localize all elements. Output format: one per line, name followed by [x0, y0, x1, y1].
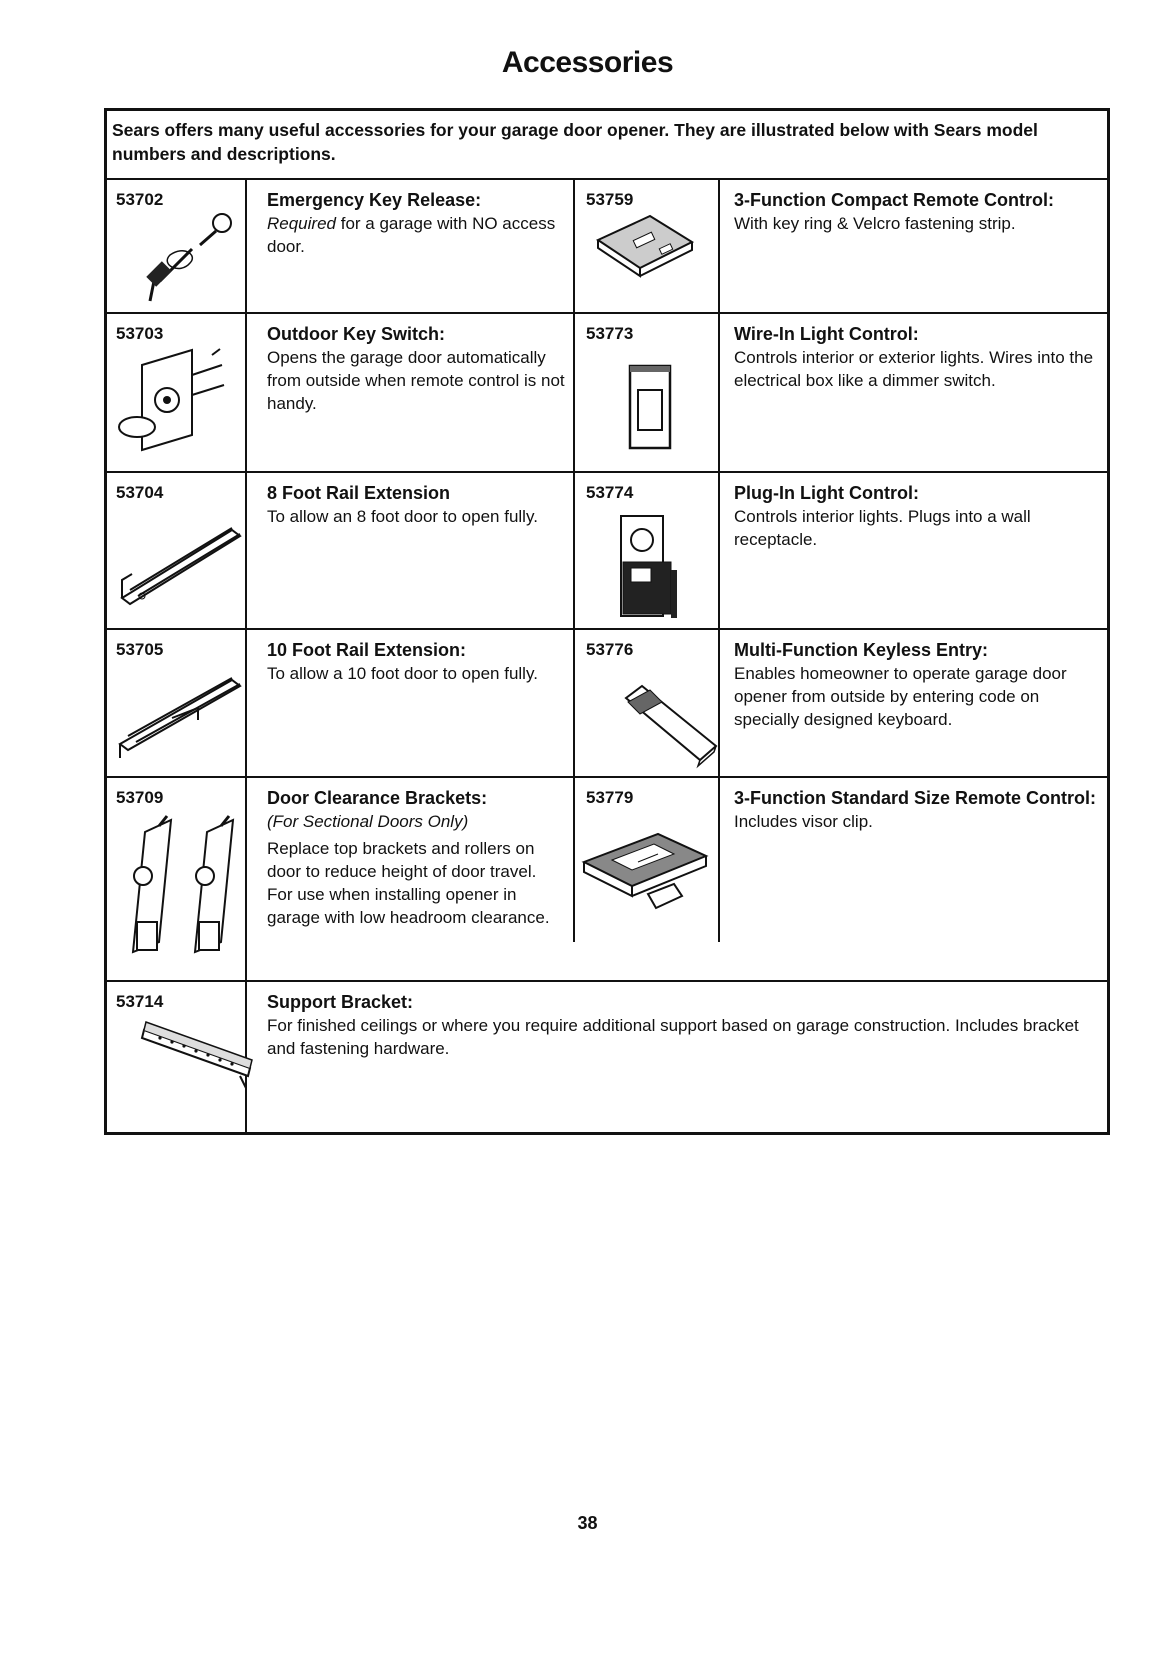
- item-title: Wire-In Light Control:: [734, 324, 919, 344]
- grid-line: [718, 180, 720, 942]
- model-number: 53704: [116, 483, 164, 502]
- item-title: 10 Foot Rail Extension:: [267, 640, 467, 660]
- clearance-brackets-icon: [115, 812, 245, 962]
- item-description: Controls interior or exterior lights. Wires into the electrical box like a dimmer switch.: [734, 348, 1094, 390]
- model-number: 53759: [586, 190, 634, 209]
- model-number: 53779: [586, 788, 634, 807]
- item-description: Includes visor clip.: [734, 812, 873, 831]
- support-bracket-icon: [140, 1020, 255, 1090]
- item-title: Emergency Key Release:: [267, 190, 482, 210]
- item-description: To allow a 10 foot door to open fully.: [267, 664, 538, 683]
- grid-line: [245, 180, 247, 1135]
- item-title: Outdoor Key Switch:: [267, 324, 446, 344]
- item-title: Door Clearance Brackets:: [267, 788, 488, 808]
- item-title: 3-Function Standard Size Remote Control:: [734, 788, 1097, 808]
- grid-line: [573, 180, 575, 942]
- compact-remote-icon: [590, 210, 700, 280]
- model-number: 53709: [116, 788, 164, 807]
- page-title: Accessories: [501, 46, 674, 79]
- item-description: With key ring & Velcro fastening strip.: [734, 214, 1016, 233]
- item-description: Controls interior lights. Plugs into a wall receptacle.: [734, 507, 1031, 549]
- model-number: 53702: [116, 190, 164, 209]
- wall-switch-icon: [620, 360, 680, 455]
- item-description: To allow an 8 foot door to open fully.: [267, 507, 538, 526]
- item-description: For finished ceilings or where you require additional support based on garage construction. Includes bracket and fastening hardware.: [267, 1016, 1079, 1058]
- intro-text: Sears offers many useful accessories for your garage door opener. They are illustrated below with Sears model numbers and descriptions.: [104, 108, 1110, 180]
- item-title: 3-Function Compact Remote Control:: [734, 190, 1054, 210]
- standard-remote-icon: [578, 824, 713, 924]
- item-title: 8 Foot Rail Extension: [267, 483, 451, 503]
- rail-extension-icon: [112, 668, 247, 763]
- item-description: [267, 212, 565, 258]
- plug-in-control-icon: [615, 510, 695, 625]
- model-number: 53714: [116, 992, 164, 1011]
- model-number: 53705: [116, 640, 164, 659]
- item-title: Plug-In Light Control:: [734, 483, 919, 503]
- key-switch-icon: [112, 345, 242, 460]
- rail-extension-icon: [112, 510, 247, 615]
- item-description-text: for a garage with NO access door.: [267, 214, 556, 256]
- item-description-emphasis: Required: [267, 214, 336, 233]
- key-release-icon: [130, 205, 240, 305]
- model-number: 53703: [116, 324, 164, 343]
- item-description-emphasis: (For Sectional Doors Only): [267, 812, 469, 831]
- model-number: 53774: [586, 483, 634, 502]
- item-description: Replace top brackets and rollers on door to reduce height of door travel. For use when installing opener in garage with low headroom clearance.: [267, 839, 550, 927]
- keypad-icon: [620, 680, 720, 770]
- page-number: 38: [577, 1513, 598, 1533]
- model-number: 53776: [586, 640, 634, 659]
- item-title: Support Bracket:: [267, 992, 414, 1012]
- item-description-note: [267, 810, 565, 833]
- model-number: 53773: [586, 324, 634, 343]
- item-description: Enables homeowner to operate garage door opener from outside by entering code on specially designed keyboard.: [734, 664, 1067, 729]
- item-title: Multi-Function Keyless Entry:: [734, 640, 989, 660]
- item-description: Opens the garage door automatically from outside when remote control is not handy.: [267, 348, 565, 413]
